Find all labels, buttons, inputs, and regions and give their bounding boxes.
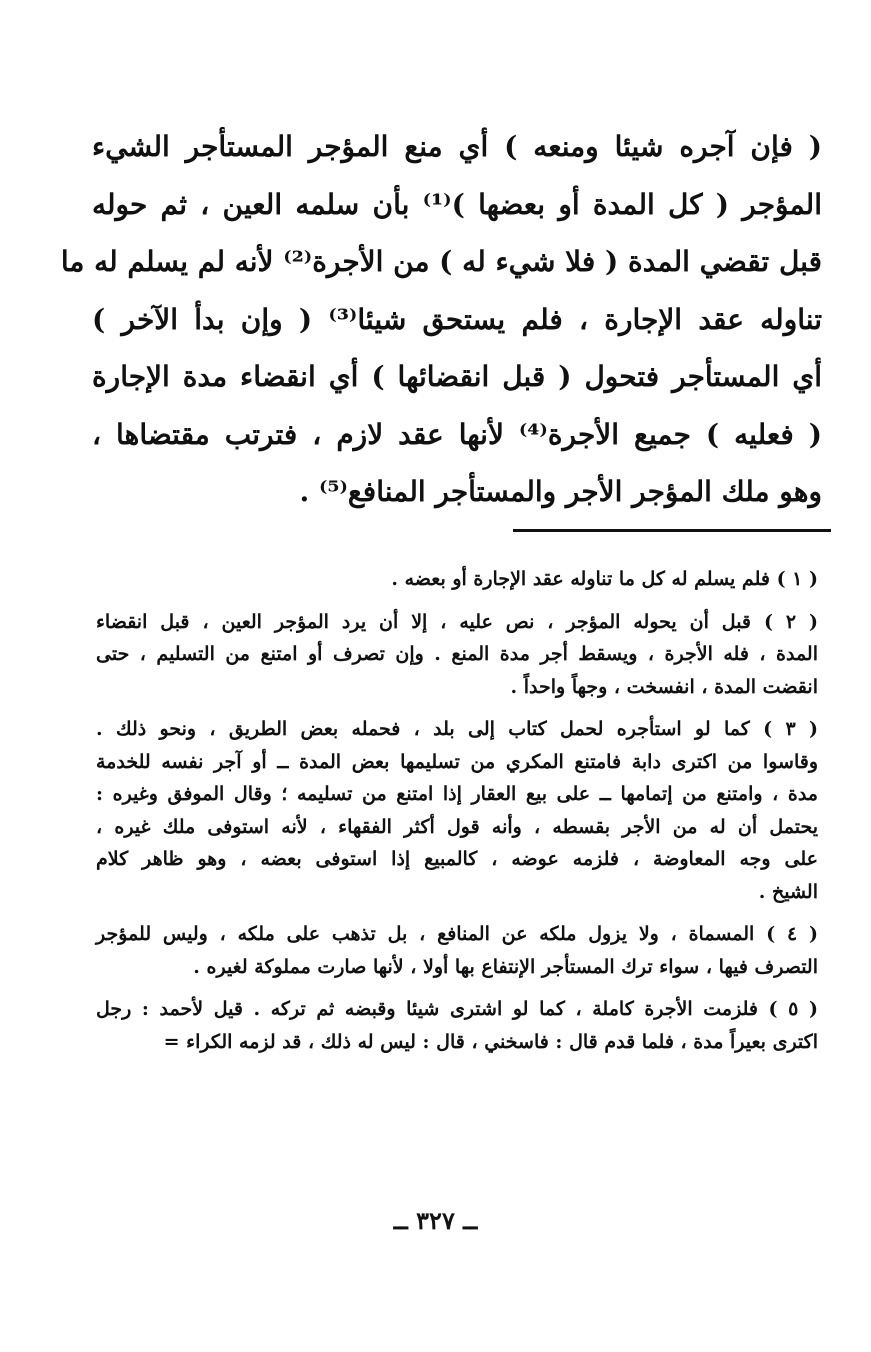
footnote-divider [513, 529, 831, 532]
footnote-line: ( ١ ) فلم يسلم له كل ما تناوله عقد الإجارة أو بعضه . [391, 568, 818, 590]
footnote-line: اكترى بعيراً مدة ، فلما قدم قال : فاسخني ، قال : ليس له ذلك ، قد لزمه الكراء = [163, 1030, 818, 1053]
footnote-2 [96, 606, 818, 704]
main-line: تناوله عقد الإجارة ، فلم يستحق شيئا⁽³⁾ ( وإن بدأ الآخر ) [92, 302, 822, 336]
footnote-3 [96, 713, 818, 908]
page-number: ــ ٣٢٧ ــ [393, 1206, 478, 1235]
footnote-line: ( ٥ ) فلزمت الأجرة كاملة ، كما لو اشترى شيئا وقبضه ثم تركه . قيل لأحمد : رجل [96, 998, 818, 1020]
footnote-line: ( ٤ ) المسماة ، ولا يزول ملكه عن المنافع ، بل تذهب على ملكه ، وليس للمؤجر [96, 923, 818, 945]
footnote-line: وقاسوا من اكترى دابة فامتنع المكري من تسليمها بعض المدة ــ أو آجر نفسه للخدمة [96, 750, 818, 773]
footnote-line: المدة ، فله الأجرة ، ويسقط أجر مدة المنع . وإن تصرف أو امتنع من التسليم ، حتى [96, 643, 818, 665]
main-body-text [60, 118, 822, 521]
footnote-1 [96, 563, 818, 596]
main-line: ( فإن آجره شيئا ومنعه ) أي منع المؤجر المستأجر الشيء [92, 130, 822, 163]
main-line: وهو ملك المؤجر الأجر والمستأجر المنافع⁽⁵⁾ . [299, 475, 822, 508]
footnotes-section [96, 563, 818, 1068]
footnote-line: الشيخ . [758, 880, 818, 903]
footnote-line: مدة ، وامتنع من إتمامها ــ على بيع العقار إذا امتنع من تسليمه ؛ وقال الموفق وغيره : [96, 783, 818, 805]
footnote-line: انقضت المدة ، انفسخت ، وجهاً واحداً . [510, 675, 818, 698]
footnote-5 [96, 993, 818, 1058]
footnote-line: يحتمل أن له من الأجر بقسطه ، وأنه قول أكثر الفقهاء ، لأنه استوفى ملك غيره ، [96, 815, 818, 838]
footnote-line: على وجه المعاوضة ، فلزمه عوضه ، كالمبيع إذا استوفى بعضه ، وهو ظاهر كلام [96, 848, 818, 870]
main-line: قبل تقضي المدة ( فلا شيء له ) من الأجرة⁽²⁾ لأنه لم يسلم له ما [60, 245, 822, 278]
footnote-4 [96, 918, 818, 983]
main-line: ( فعليه ) جميع الأجرة⁽⁴⁾ لأنها عقد لازم ، فترتب مقتضاها ، [92, 417, 822, 451]
footnote-line: ( ٣ ) كما لو استأجره لحمل كتاب إلى بلد ، فحمله بعض الطريق ، ونحو ذلك . [96, 718, 818, 740]
main-line: المؤجر ( كل المدة أو بعضها )⁽¹⁾ بأن سلمه العين ، ثم حوله [92, 187, 822, 221]
footnote-line: التصرف فيها ، سواء ترك المستأجر الإنتفاع بها أولا ، لأنها صارت مملوكة لغيره . [193, 955, 818, 978]
footnote-line: ( ٢ ) قبل أن يحوله المؤجر ، نص عليه ، إلا أن يرد المؤجر العين ، قبل انقضاء [96, 610, 818, 633]
main-line: أي المستأجر فتحول ( قبل انقضائها ) أي انقضاء مدة الإجارة [92, 360, 822, 393]
